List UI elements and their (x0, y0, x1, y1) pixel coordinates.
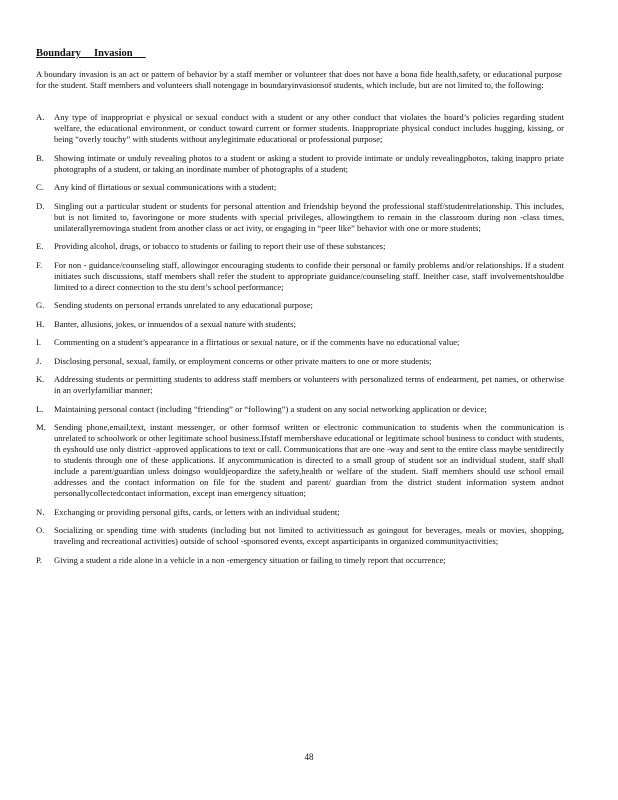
list-item-letter: N. (36, 506, 45, 517)
list-item (36, 241, 564, 252)
list-item-text: Maintaining personal contact (including “friending” or “following”) a student on any social networking application or device; (54, 403, 487, 414)
list-item-letter: F. (36, 259, 43, 270)
list-item-letter: E. (36, 241, 44, 251)
list-item (36, 356, 564, 367)
list-item-letter: L. (36, 403, 44, 414)
list-item (36, 319, 564, 330)
list-item-letter: I. (36, 337, 42, 347)
list-item-text: Addressing students or permitting students to address staff members or volunteers with personalized terms of endearment, pet names, or otherwise in an overlyfamiliar manner; (54, 374, 564, 395)
list-item-text: Sending phone,email,text, instant messenger, or other formsof written or electronic communication to students when the communication is unrelated to schoolwork or other legitimate school business.Ifstaff membershave educational or legitimate school business to conduct with students, th eyshould use only district -approved applications to text or call. Communications that are one -way and sent to the entire class maybe sentdirectly to students through one of these applications. If anycommunication is directed to a small group of student sor an individual student, staff shall include a parent/guardian unless doingso wouldjeopardize the safety,health or welfare of the student. Staff members should use school email addresses and the contact information on file for the student and parent/ guardian from the district student information system andnot personallycollectedcontact information, except inan emergency situation; (54, 422, 564, 498)
page-number: 48 (304, 752, 314, 762)
list-item (36, 182, 564, 193)
list-item-letter: P. (36, 554, 42, 565)
list-item-text: Any kind of flirtatious or sexual communications with a student; (54, 182, 277, 192)
list-item-text: Any type of inappropriat e physical or sexual conduct with a student or any other conduct that violates the board’s policies regarding student welfare, the educational environment, or conduct toward current or former students. Inappropriate physical conduct includes hugging, kissing, or being “overly touchy” with students without anylegitimate educational or professional purpose; (54, 112, 564, 144)
list-item-letter: M. (36, 422, 46, 432)
list-item (36, 555, 564, 566)
list-item-letter: D. (36, 200, 45, 211)
list-item-text: Showing intimate or unduly revealing photos to a student or asking a student to provide intimate or unduly revealingphotos, taking inappro priate photographs of a student, or taking an inordinate number of photographs of a student; (54, 152, 564, 174)
list-item-text: Disclosing personal, sexual, family, or employment concerns or other private matters to one or more students; (54, 355, 432, 366)
list-item-letter: K. (36, 374, 45, 384)
list-item (36, 374, 564, 396)
list-item-letter: G. (36, 300, 45, 310)
list-item-text: For non - guidance/counseling staff, allowingor encouraging students to confide their personal or family problems and/or relationships. If a student initiates such discussions, staff members shall refer the student to appropriate guidance/counseling staff. Ineither case, staff involvementshouldbe limited to a direct connection to the stu dent’s school performance; (54, 259, 564, 292)
section-heading: Boundary Invasion (36, 48, 146, 59)
list-item (36, 337, 564, 348)
list-item-text: Providing alcohol, drugs, or tobacco to students or failing to report their use of these substances; (54, 241, 386, 251)
list-item-letter: J. (36, 355, 42, 366)
list-item (36, 153, 564, 175)
list-item (36, 201, 564, 234)
list-item-letter: B. (36, 152, 44, 163)
list-item-letter: A. (36, 112, 45, 122)
list-item (36, 112, 564, 145)
list-item-text: Exchanging or providing personal gifts, cards, or letters with an individual student; (54, 506, 340, 517)
list-item (36, 260, 564, 293)
list-item-text: Giving a student a ride alone in a vehicle in a non -emergency situation or failing to timely report that occurrence; (54, 554, 446, 565)
intro-paragraph: A boundary invasion is an act or pattern of behavior by a staff member or volunteer that does not have a bona fide health,safety, or educational purpose for the student. Staff members and volunteers shall notengage in boundaryinvasionsof students, which include, but are not limited to, the following: (36, 69, 562, 90)
list-item (36, 422, 564, 499)
list-item-letter: C. (36, 182, 44, 192)
boundary-invasion-list (36, 112, 564, 573)
list-item-letter: H. (36, 318, 45, 329)
list-item-text: Banter, allusions, jokes, or innuendos of a sexual nature with students; (54, 318, 296, 329)
list-item-text: Singling out a particular student or students for personal attention and friendship beyond the professional staff/studentrelationship. This includes, but is not limited to, favoringone or more students with special privileges, allowingthem to remain in the classroom during non -class times, unilaterallyremovinga student from another class or act ivity, or engaging in “peer like” behavior with one or more students; (54, 200, 564, 233)
list-item-text: Sending students on personal errands unrelated to any educational purpose; (54, 300, 313, 310)
list-item (36, 507, 564, 518)
list-item (36, 525, 564, 547)
list-item (36, 300, 564, 311)
list-item-letter: O. (36, 525, 45, 535)
list-item-text: Commenting on a student’s appearance in a flirtatious or sexual nature, or if the comments have no educational value; (54, 337, 460, 347)
list-item (36, 404, 564, 415)
list-item-text: Socializing or spending time with students (including but not limited to activitiessuch as goingout for beverages, meals or movies, shopping, traveling and recreational activities) outside of school -sponsored events, except asparticipants in organized communityactivities; (54, 525, 564, 546)
